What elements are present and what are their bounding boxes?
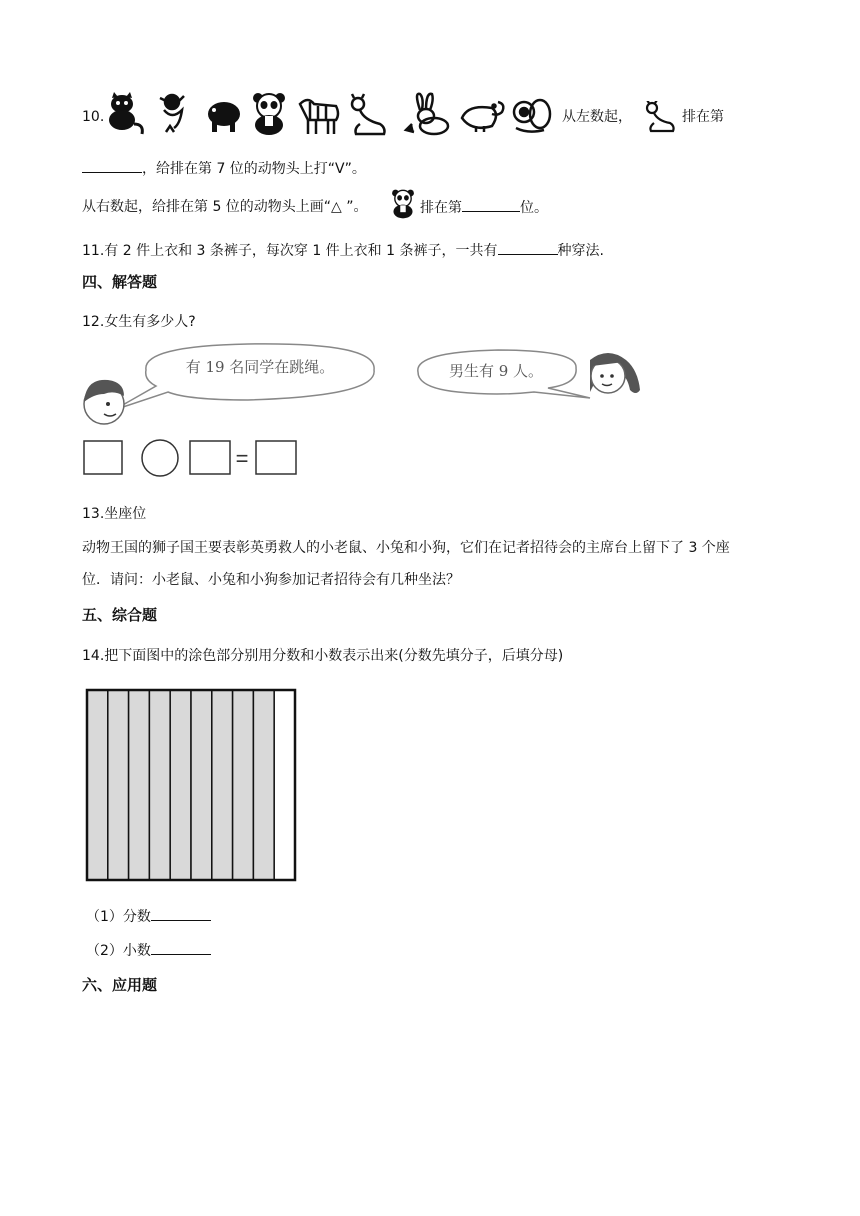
q14-part1-label: （1）分数 — [86, 909, 151, 925]
shaded-strip — [170, 690, 191, 880]
q14-part2 — [86, 940, 211, 961]
deer-icon — [644, 101, 678, 135]
q10-line2 — [82, 158, 366, 179]
panda-icon — [388, 189, 418, 219]
operator-circle[interactable] — [142, 440, 178, 476]
answer-blank[interactable] — [151, 906, 211, 921]
equals-sign: = — [235, 446, 249, 471]
fraction-strips-figure — [85, 688, 299, 884]
speech-bubble-right — [418, 350, 590, 398]
section-heading-4: 四、解答题 — [82, 273, 158, 291]
bird-icon — [160, 95, 184, 132]
answer-box[interactable] — [256, 441, 296, 474]
q14-part2-label: （2）小数 — [86, 943, 151, 959]
q10-line1-tail: 排在第 — [682, 109, 724, 125]
shaded-strip — [108, 690, 129, 880]
section-heading-5: 五、综合题 — [82, 606, 158, 624]
shaded-strip — [233, 690, 254, 880]
q11-tail: 种穿法. — [557, 243, 604, 259]
unshaded-strip — [274, 690, 295, 880]
animal-row — [102, 92, 557, 136]
squirrel-icon — [514, 100, 550, 132]
q10-number: 10. — [82, 109, 105, 125]
q10-line3-tail: 位。 — [520, 200, 548, 216]
q10-line3-mid: 排在第 — [420, 200, 462, 216]
panda-icon — [253, 93, 285, 135]
answer-blank[interactable] — [498, 240, 558, 255]
q10-line2-text: ，给排在第 7 位的动物头上打“V”。 — [142, 161, 366, 177]
rabbit-icon — [406, 94, 448, 134]
pig-icon — [208, 102, 240, 132]
bubble-left-text: 有 19 名同学在跳绳。 — [185, 358, 335, 376]
q10-line3-pre: 从右数起，给排在第 5 位的动物头上画“△ ”。 — [82, 199, 368, 215]
answer-box[interactable] — [190, 441, 230, 474]
q11 — [82, 240, 604, 261]
q14-part1 — [86, 906, 211, 927]
q13-line1: 动物王国的狮子国王要表彰英勇救人的小老鼠、小兔和小狗，它们在记者招待会的主席台上留下了 3 个座 — [82, 540, 730, 556]
q14-title: 14.把下面图中的涂色部分别用分数和小数表示出来(分数先填分子，后填分母) — [82, 648, 564, 664]
speech-bubble-left — [114, 344, 374, 410]
shaded-strip — [129, 690, 150, 880]
zebra-icon — [300, 100, 338, 134]
q12-illustration — [78, 340, 658, 485]
q11-text: 11.有 2 件上衣和 3 条裤子，每次穿 1 件上衣和 1 条裤子，一共有 — [82, 243, 498, 259]
girl-icon — [590, 353, 640, 393]
bubble-right-text: 男生有 9 人。 — [448, 362, 544, 380]
shaded-strip — [149, 690, 170, 880]
deer-icon — [352, 94, 385, 134]
section-heading-6: 六、应用题 — [82, 976, 158, 994]
shaded-strip — [87, 690, 108, 880]
boy-icon — [84, 380, 124, 424]
answer-blank[interactable] — [82, 158, 142, 173]
q10-line3 — [82, 197, 368, 217]
q13-line2: 位．请问：小老鼠、小兔和小狗参加记者招待会有几种坐法？ — [82, 572, 460, 588]
q12-title: 12.女生有多少人? — [82, 314, 196, 330]
shaded-strip — [212, 690, 233, 880]
shaded-strip — [253, 690, 274, 880]
q13-title: 13.坐座位 — [82, 506, 147, 522]
cat-icon — [109, 92, 142, 134]
chick-icon — [462, 102, 503, 132]
answer-blank[interactable] — [151, 940, 211, 955]
q10-line3-rest — [420, 197, 548, 218]
answer-blank[interactable] — [462, 197, 520, 212]
shaded-strip — [191, 690, 212, 880]
answer-box[interactable] — [84, 441, 122, 474]
q10-line1-text: 从左数起， — [562, 109, 632, 125]
